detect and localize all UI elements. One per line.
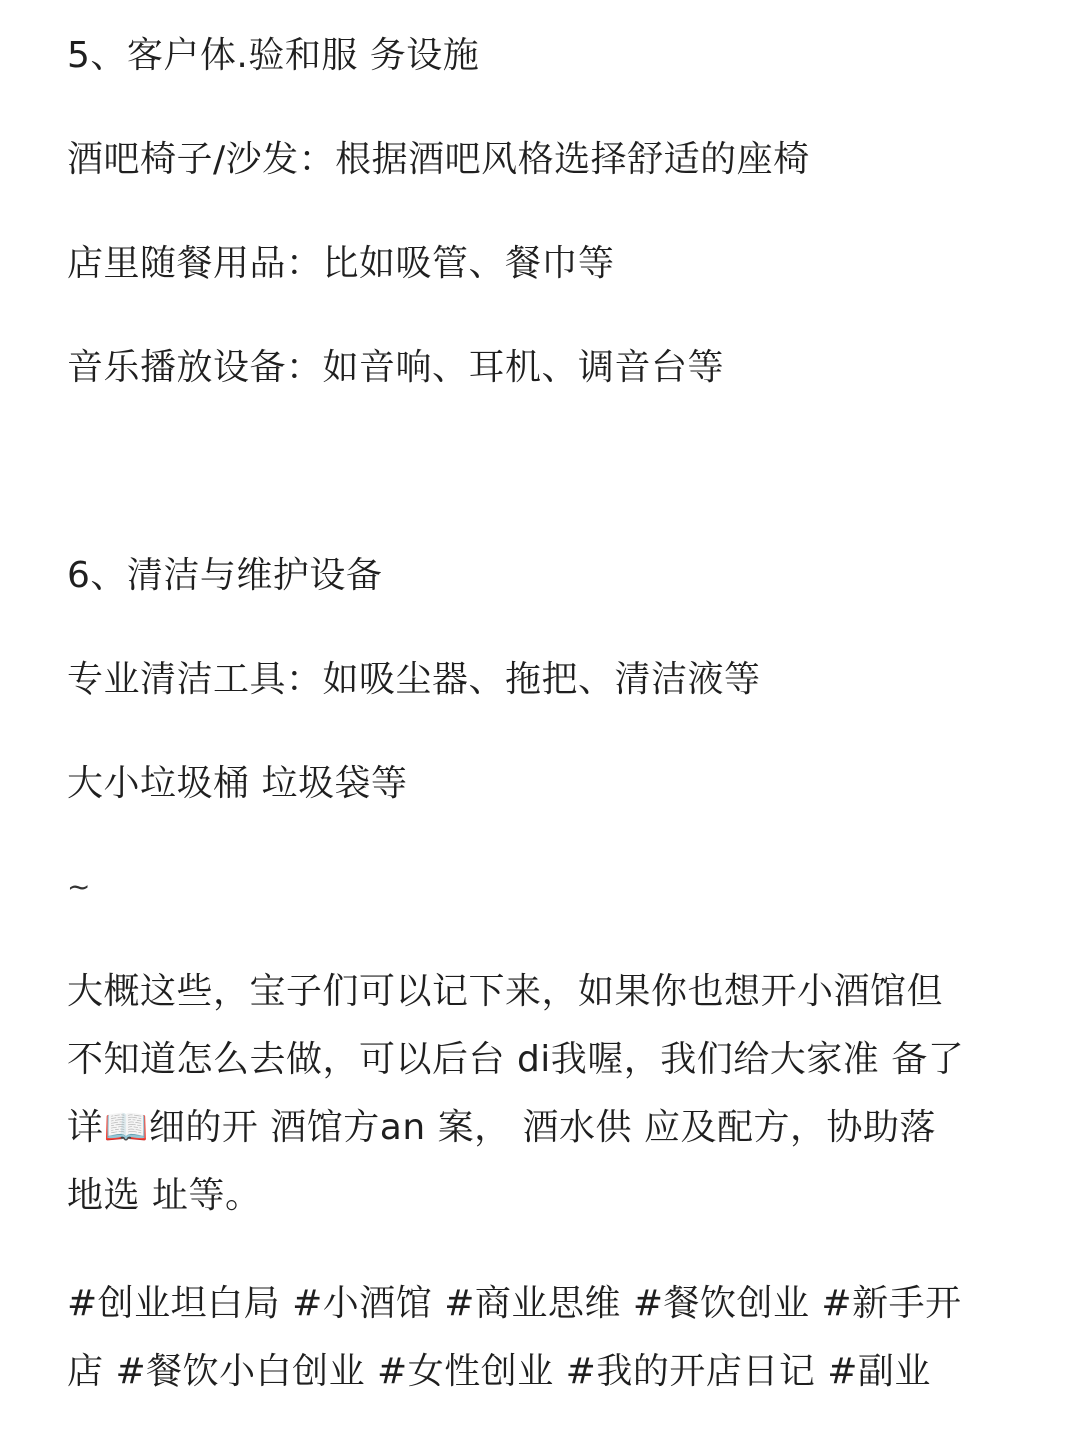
section-6-item-trash: 大小垃圾桶 垃圾袋等 [67, 763, 408, 804]
closing-line: 大概这些，宝子们可以记下来，如果你也想开小酒馆但 [67, 971, 944, 1012]
section-5-item-supplies: 店里随餐用品：比如吸管、餐巾等 [67, 243, 615, 284]
closing-line: 详📖细的开 酒馆方an 案， 酒水供 应及配方，协助落 [67, 1107, 936, 1148]
hashtag-line[interactable]: #创业坦白局 #小酒馆 #商业思维 #餐饮创业 #新手开 [67, 1283, 962, 1324]
separator-tilde: ~ [67, 870, 91, 903]
section-6-title: 6、清洁与维护设备 [67, 555, 383, 596]
section-6-item-cleaning-tools: 专业清洁工具：如吸尘器、拖把、清洁液等 [67, 659, 761, 700]
closing-line: 不知道怎么去做，可以后台 di我喔，我们给大家准 备了 [67, 1039, 965, 1080]
closing-paragraph [67, 958, 1017, 1230]
section-5-item-seating: 酒吧椅子/沙发：根据酒吧风格选择舒适的座椅 [67, 139, 810, 180]
section-5-title: 5、客户体.验和服 务设施 [67, 35, 480, 76]
hashtag-line[interactable]: 店 #餐饮小白创业 #女性创业 #我的开店日记 #副业 [67, 1351, 931, 1392]
closing-line: 地选 址等。 [67, 1175, 262, 1216]
hashtag-list[interactable] [67, 1270, 1017, 1406]
section-5-item-audio: 音乐播放设备：如音响、耳机、调音台等 [67, 347, 725, 388]
